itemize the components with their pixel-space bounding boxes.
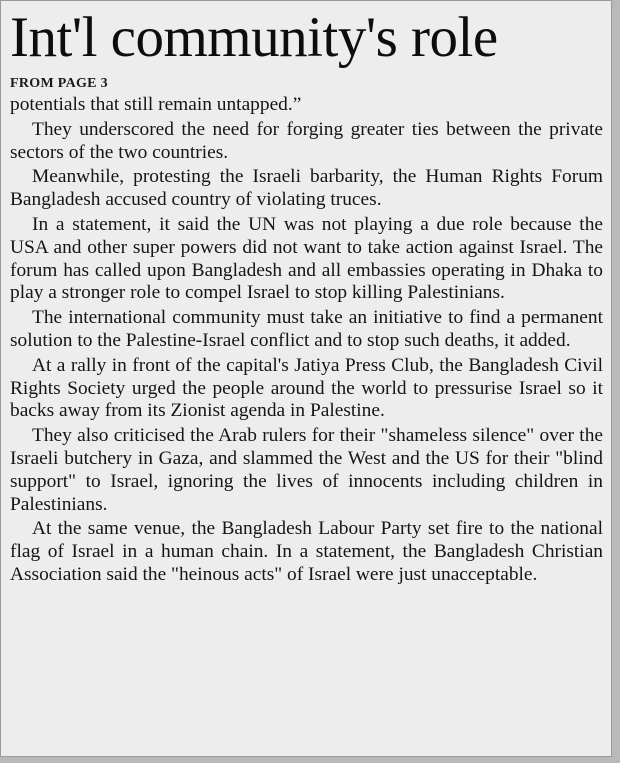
jump-line: FROM PAGE 3 bbox=[10, 76, 108, 91]
paragraph: Meanwhile, protesting the Israeli barbarity, the Human Rights Forum Bangladesh accused country of violating truces. bbox=[10, 166, 603, 211]
paragraph: At a rally in front of the capital's Jatiya Press Club, the Bangladesh Civil Rights Society urged the people around the world to pressurise Israel so it backs away from its Zionist agenda in Palestine. bbox=[10, 354, 603, 422]
paragraph: They also criticised the Arab rulers for their "shameless silence" over the Israeli butchery in Gaza, and slammed the West and the US for their "blind support" to Israel, ignoring the lives of innocents including children in Palestinians. bbox=[10, 425, 603, 515]
paragraph: The international community must take an initiative to find a permanent solution to the Palestine-Israel conflict and to stop such deaths, it added. bbox=[10, 307, 603, 351]
article-body bbox=[10, 94, 603, 587]
paragraph: In a statement, it said the UN was not playing a due role because the USA and other super powers did not want to take action against Israel. The forum has called upon Bangladesh and all embassies operating in Dhaka to play a stronger role to compel Israel to stop killing Palestinians. bbox=[10, 213, 603, 304]
paragraph: At the same venue, the Bangladesh Labour Party set fire to the national flag of Israel in a human chain. In a statement, the Bangladesh Christian Association said the "heinous acts" of Israel were just unacceptable. bbox=[10, 518, 603, 585]
headline: Int'l community's role bbox=[10, 6, 498, 69]
paragraph: They underscored the need for forging greater ties between the private sectors of the two countries. bbox=[10, 118, 603, 163]
paragraph-continued: potentials that still remain untapped.” bbox=[10, 94, 302, 115]
